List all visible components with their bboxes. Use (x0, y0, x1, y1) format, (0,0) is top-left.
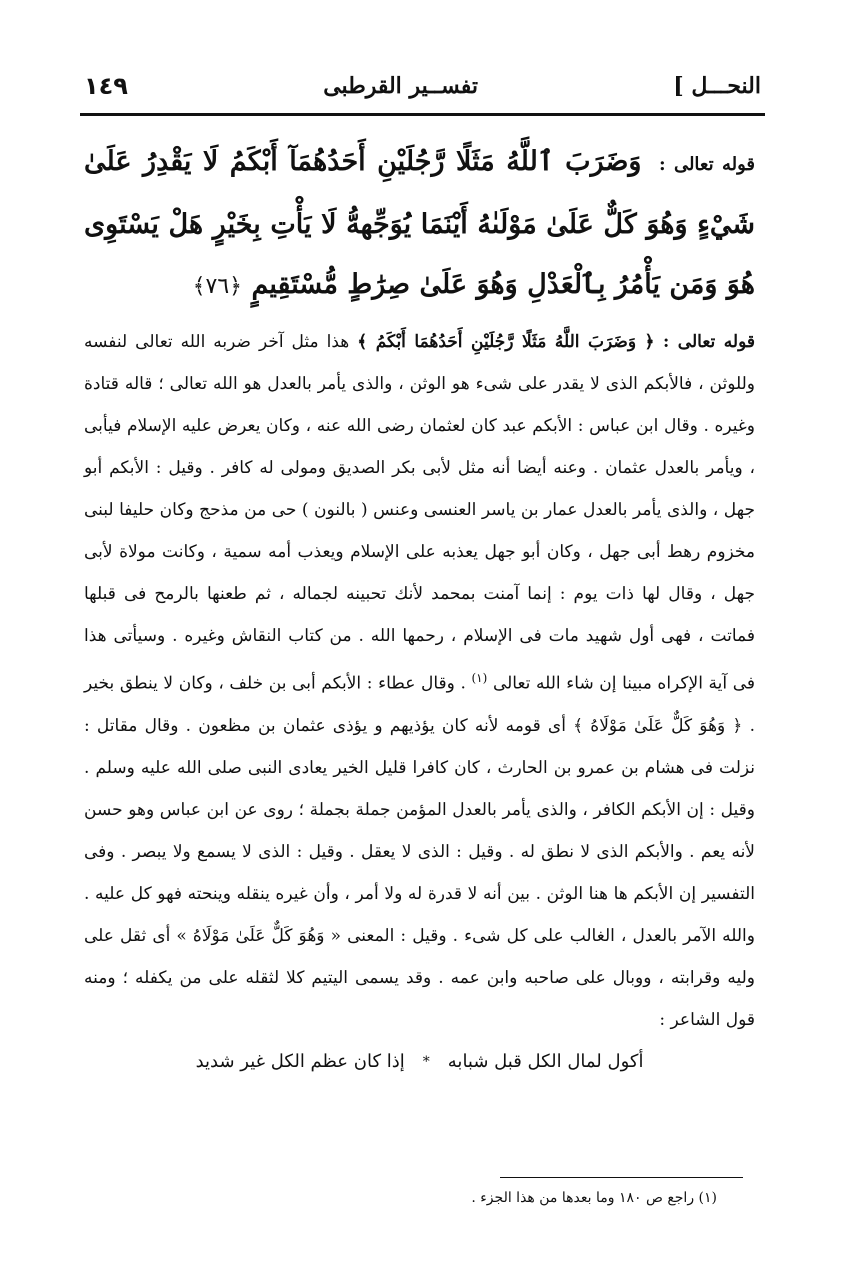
poetry-separator: * (422, 1053, 430, 1070)
commentary-text: هذا مثل آخر ضربه الله تعالى لنفسه وللوثن ، فالأبكم الذى لا يقدر على شىء هو الوثن ، والذى يأمر بالعدل هو الله تعالى ؛ قاله قتادة وغيره . وقال ابن عباس : الأبكم عبد كان لعثمان رضى الله عنه ، وكان يعرض عليه الإسلام فيأبى ، ويأمر بالعدل عثمان . وعنه أيضا أنه مثل لأبى بكر الصديق ومولى له كافر . وقيل : الأبكم أبو جهل ، والذى يأمر بالعدل عمار بن ياسر العنسى وعنس ( بالنون ) حى من مذحج وكان حليفا لبنى مخزوم رهط أبى جهل ، وكان أبو جهل يعذبه على الإسلام ويعذب أمه سمية ، وكانت مولاة لأبى جهل ، وقال لها ذات يوم : إنما آمنت بمحمد لأنك تحبينه لجماله ، ثم طعنها بالرمح فى قبلها فماتت ، فهى أول شهيد مات فى الإسلام ، رحمها الله . من كتاب النقاش وغيره . وسيأتى هذا فى آية الإكراه مبينا إن شاء الله تعالى (84, 332, 756, 694)
commentary-text-continued: . وقال عطاء : الأبكم أبى بن خلف ، وكان لا ينطق بخير . ﴿ وَهُوَ كَلٌّ عَلَىٰ مَوْلَاهُ ﴾ أى قومه لأنه كان يؤذيهم و يؤذى عثمان بن مظعون . وقال مقاتل : نزلت فى هشام بن عمرو بن الحارث ، كان كافرا قليل الخير يعادى النبى صلى الله عليه وسلم . وقيل : إن الأبكم الكافر ، والذى يأمر بالعدل المؤمن جملة بجملة ؛ روى عن ابن عباس وهو حسن لأنه يعم . والأبكم الذى لا نطق له . وقيل : الذى لا يعقل . وقيل : الذى لا يسمع ولا يبصر . وفى التفسير إن الأبكم ها هنا الوثن . بين أنه لا قدرة له ولا أمر ، وأن غيره ينقله وينحته فهو كل عليه . والله الآمر بالعدل ، الغالب على كل شىء . وقيل : المعنى « وَهُوَ كَلٌّ عَلَىٰ مَوْلَاهُ » أى ثقل على وليه وقرابته ، ووبال على صاحبه وابن عمه . وقد يسمى اليتيم كلا لثقله على من يكفله ؛ ومنه قول الشاعر : (84, 673, 755, 1030)
quran-verse (84, 132, 755, 317)
page-header (84, 64, 761, 108)
poetry-verse (84, 1041, 755, 1083)
page-body (84, 132, 755, 1083)
surah-title: النحـــل ] (673, 73, 761, 99)
verse-intro: قوله تعالى : (658, 154, 756, 175)
commentary-paragraph (84, 321, 755, 1041)
footnote-reference: (١) (471, 671, 488, 685)
header-divider (80, 113, 765, 116)
commentary-intro: قوله تعالى : ﴿ وَضَرَبَ اللَّهُ مَثَلًا رَّجُلَيْنِ أَحَدُهُمَا أَبْكَمُ ﴾ (357, 332, 755, 352)
footnote: (١) راجع ص ١٨٠ وما بعدها من هذا الجزء . (471, 1190, 717, 1206)
ayah-number: ﴿٧٦﴾ (192, 274, 243, 299)
poetry-first-hemistich: أكول لمال الكل قبل شبابه (447, 1050, 644, 1072)
verse-text: وَضَرَبَ ٱللَّهُ مَثَلًا رَّجُلَيْنِ أَحَدُهُمَآ أَبْكَمُ لَا يَقْدِرُ عَلَىٰ شَيْءٍ وَهُوَ كَلٌّ عَلَىٰ مَوْلَىٰهُ أَيْنَمَا يُوَجِّههُّ لَا يَأْتِ بِخَيْرٍ هَلْ يَسْتَوِى هُوَ وَمَن يَأْمُرُ بِٱلْعَدْلِ وَهُوَ عَلَىٰ صِرَٰطٍ مُّسْتَقِيمٍ (84, 146, 755, 300)
book-title: تفســير القرطبى (323, 73, 478, 99)
poetry-second-hemistich: إذا كان عظم الكل غير شديد (195, 1050, 405, 1072)
footnote-divider (500, 1177, 743, 1178)
page-number: ١٤٩ (84, 72, 128, 100)
